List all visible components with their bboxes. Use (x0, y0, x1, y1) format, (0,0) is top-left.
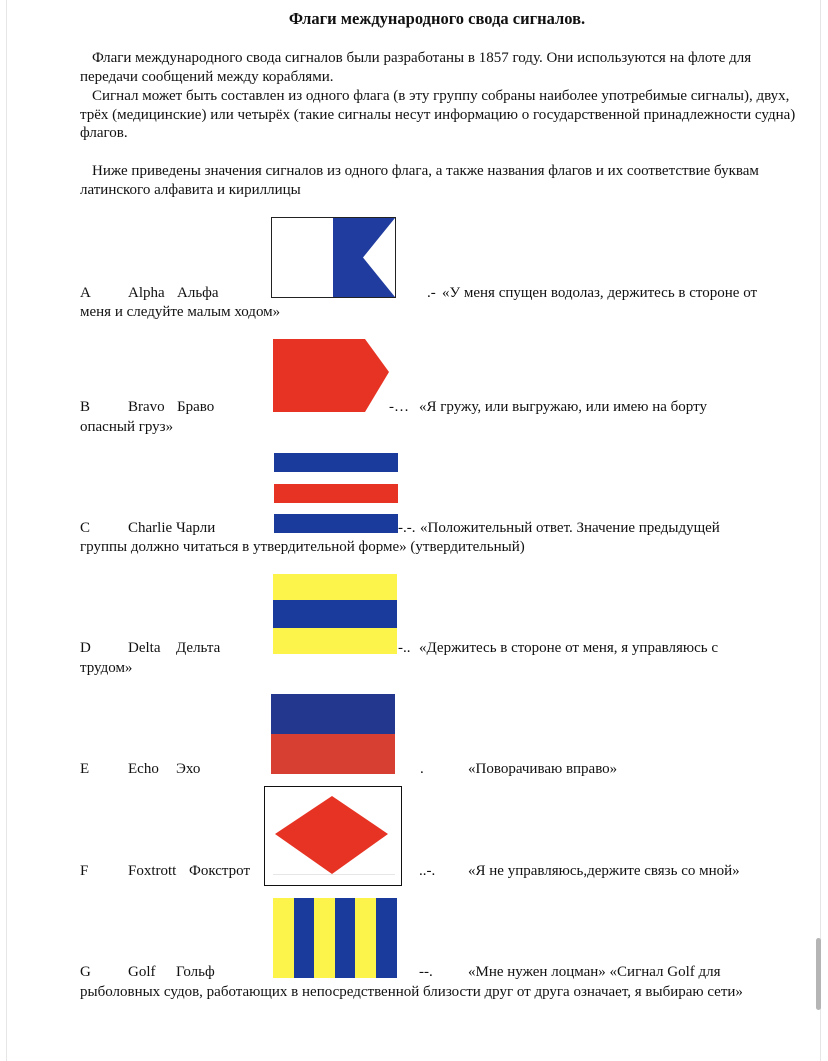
intro-paragraph-1: Флаги международного свода сигналов были разработаны в 1857 году. Они используются на флоте для передачи сообщений между кораблями. (80, 50, 752, 85)
flag-meaning-continued: трудом» (80, 660, 133, 676)
flag-morse-code: --. (419, 964, 433, 980)
flag-meaning-continued: группы должно читаться в утвердительной форме» (утвердительный) (80, 539, 525, 555)
flag-cyrillic-name: Чарли (176, 520, 216, 536)
flag-latin-name: Alpha (128, 285, 165, 301)
flag-morse-code: -… (389, 399, 409, 415)
flag-meaning: «Поворачиваю вправо» (468, 761, 618, 777)
flag-latin-name: Charlie (128, 520, 173, 536)
flag-cyrillic-name: Гольф (176, 964, 215, 980)
flag-alpha-icon (271, 217, 396, 298)
flag-morse-code: ..-. (419, 863, 436, 879)
flag-cyrillic-name: Дельта (176, 640, 221, 656)
flag-letter: E (80, 761, 90, 777)
flag-bravo-icon (273, 339, 398, 412)
flag-letter: D (80, 640, 91, 656)
flag-foxtrot-icon (264, 786, 402, 886)
flag-letter: B (80, 399, 91, 415)
flag-meaning: «Держитесь в стороне от меня, я управляюсь с (419, 640, 718, 656)
flag-cyrillic-name: Фокстрот (189, 863, 251, 879)
flag-meaning-continued: меня и следуйте малым ходом» (80, 304, 281, 320)
flag-meaning: «У меня спущен водолаз, держитесь в стороне от (442, 285, 758, 301)
flag-cyrillic-name: Альфа (177, 285, 219, 301)
flag-meaning-continued: опасный груз» (80, 419, 174, 435)
flag-latin-name: Echo (128, 761, 159, 777)
flag-meaning: «Мне нужен лоцман» «Сигнал Golf для (468, 964, 721, 980)
flag-meaning: «Положительный ответ. Значение предыдущей (420, 520, 720, 536)
intro-paragraph-2: Сигнал может быть составлен из одного флага (в эту группу собраны наиболее употребимые сигналы), двух, трёх (медицинские) или четырёх (такие сигналы несут информацию о государственной принадлежности судна) флагов. (80, 88, 796, 141)
flag-latin-name: Delta (128, 640, 161, 656)
flag-morse-code: -.. (398, 640, 411, 656)
flag-meaning-continued: рыболовных судов, работающих в непосредственной близости друг от друга означает, я выбираю сети» (80, 984, 743, 1000)
flag-letter: F (80, 863, 89, 879)
flag-letter: A (80, 285, 91, 301)
flag-meaning: «Я не управляюсь,держите связь со мной» (468, 863, 740, 879)
flag-cyrillic-name: Эхо (176, 761, 201, 777)
flag-delta-icon (273, 574, 397, 654)
flag-morse-code: . (420, 761, 424, 777)
page-edge-left (6, 0, 7, 1061)
page-edge-right (820, 0, 821, 1061)
flag-cyrillic-name: Браво (177, 399, 215, 415)
flag-letter: C (80, 520, 91, 536)
flag-morse-code: -.-. (398, 520, 416, 536)
flag-golf-icon (273, 898, 397, 978)
intro-paragraph-3: Ниже приведены значения сигналов из одного флага, а также названия флагов и их соответствие буквам латинского алфавита и кириллицы (80, 163, 759, 198)
flag-letter: G (80, 964, 91, 980)
flag-latin-name: Bravo (128, 399, 165, 415)
scrollbar-thumb[interactable] (816, 938, 821, 1010)
flag-meaning: «Я гружу, или выгружаю, или имею на борту (419, 399, 707, 415)
document-title: Флаги международного свода сигналов. (288, 9, 586, 28)
flag-echo-icon (271, 694, 395, 774)
flag-latin-name: Golf (128, 964, 156, 980)
flag-morse-code: .- (427, 285, 436, 301)
flag-latin-name: Foxtrott (128, 863, 177, 879)
flag-charlie-icon (274, 453, 398, 533)
